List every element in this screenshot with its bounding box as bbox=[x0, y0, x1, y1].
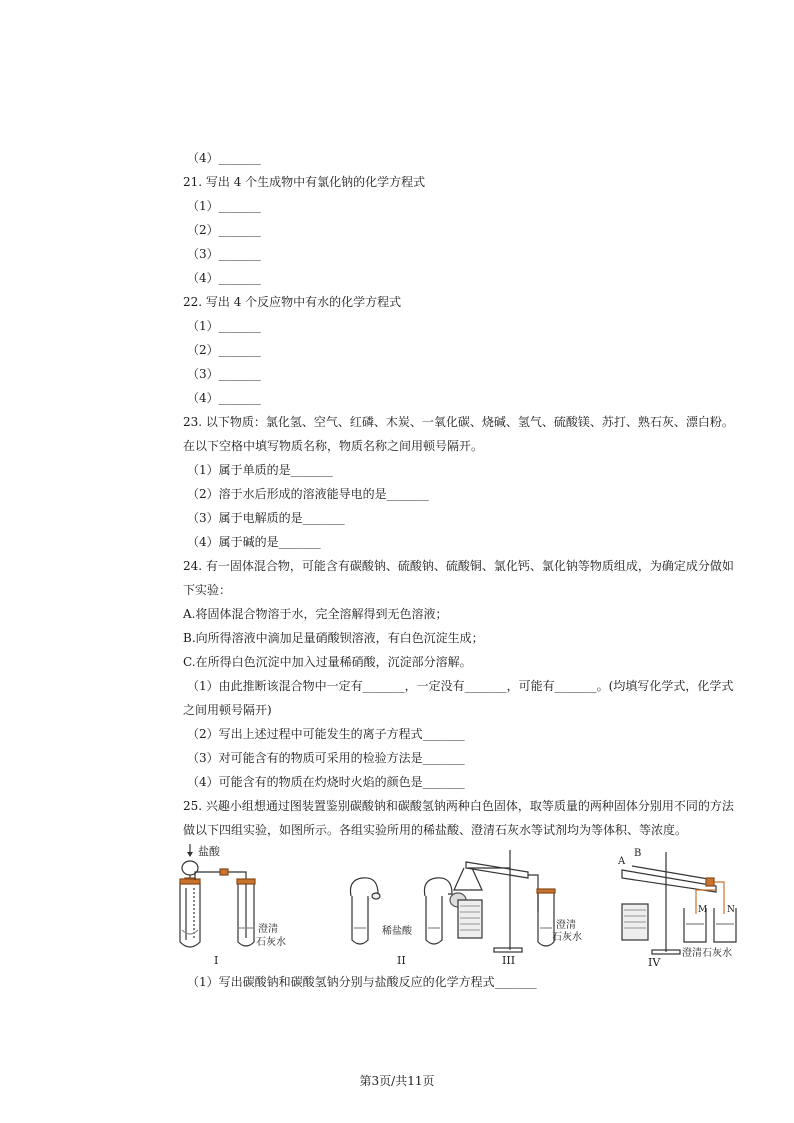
line-q24: 24. 有一固体混合物，可能含有碳酸钠、硫酸钠、硫酸铜、氯化钙、氯化钠等物质组成，为确定成分做如 bbox=[183, 559, 734, 573]
label-limewater-1: 澄清 bbox=[258, 924, 278, 935]
label-dilute-hcl: 稀盐酸 bbox=[382, 926, 412, 937]
line-q24-2: （2）写出上述过程中可能发生的离子方程式_______ bbox=[187, 727, 465, 741]
line-q20-4: （4）_______ bbox=[187, 151, 261, 165]
line-q23-4: （4）属于碱的是_______ bbox=[187, 535, 321, 549]
line-q21-2: （2）_______ bbox=[187, 223, 261, 237]
setup-2 bbox=[350, 878, 466, 967]
line-q23-2: （2）溶于水后形成的溶液能导电的是_______ bbox=[187, 487, 429, 501]
line-q21: 21. 写出 4 个生成物中有氯化钠的化学方程式 bbox=[183, 175, 426, 189]
line-q24-B: B.向所得溶液中滴加足量硝酸钡溶液，有白色沉淀生成； bbox=[183, 631, 484, 645]
line-q24-A: A.将固体混合物溶于水，完全溶解得到无色溶液； bbox=[183, 607, 448, 621]
line-q24-C: C.在所得白色沉淀中加入过量稀硝酸，沉淀部分溶解。 bbox=[183, 655, 472, 669]
line-q25: 25. 兴趣小组想通过图装置鉴别碳酸钠和碳酸氢钠两种白色固体，取等质量的两种固体分别用不同的方法 bbox=[183, 799, 734, 813]
line-q24-3: （3）对可能含有的物质可采用的检验方法是_______ bbox=[187, 751, 465, 765]
line-q22-4: （4）_______ bbox=[187, 391, 261, 405]
label-A: A bbox=[618, 856, 626, 867]
line-q22-1: （1）_______ bbox=[187, 319, 261, 333]
label-M: M bbox=[698, 905, 708, 915]
apparatus-figure bbox=[176, 842, 756, 970]
line-q22: 22. 写出 4 个反应物中有水的化学方程式 bbox=[183, 295, 402, 309]
line-q23-intro: 在以下空格中填写物质名称，物质名称之间用顿号隔开。 bbox=[183, 439, 484, 453]
line-q22-2: （2）_______ bbox=[187, 343, 261, 357]
roman-label-4: IV bbox=[648, 956, 661, 969]
line-q23: 23. 以下物质：氯化氢、空气、红磷、木炭、一氧化碳、烧碱、氢气、硫酸镁、苏打、熟石灰、漂白粉。 bbox=[183, 415, 734, 429]
setup-1 bbox=[180, 844, 286, 967]
label-hcl: 盐酸 bbox=[198, 845, 220, 858]
line-q24-cont: 下实验： bbox=[183, 583, 232, 597]
line-q25-1: （1）写出碳酸钠和碳酸氢钠分别与盐酸反应的化学方程式_______ bbox=[187, 975, 537, 989]
label-limewater-4: 石灰水 bbox=[552, 932, 582, 943]
line-q21-1: （1）_______ bbox=[187, 199, 261, 213]
label-limewater-2: 石灰水 bbox=[256, 937, 286, 948]
roman-label-2: II bbox=[397, 954, 406, 967]
line-q21-4: （4）_______ bbox=[187, 271, 261, 285]
page-footer: 第3页/共11页 bbox=[359, 1074, 435, 1088]
label-B: B bbox=[634, 848, 642, 859]
setup-3 bbox=[454, 850, 582, 967]
label-limewater-5: 澄清石灰水 bbox=[682, 948, 732, 959]
label-limewater-3: 澄清 bbox=[556, 920, 576, 931]
setup-4 bbox=[617, 848, 736, 969]
line-q25-cont: 做以下四组实验，如图所示。各组实验所用的稀盐酸、澄清石灰水等试剂均为等体积、等浓度。 bbox=[183, 823, 688, 837]
line-q21-3: （3）_______ bbox=[187, 247, 261, 261]
roman-label-1: I bbox=[214, 954, 219, 967]
line-q24-4: （4）可能含有的物质在灼烧时火焰的颜色是_______ bbox=[187, 775, 465, 789]
label-N: N bbox=[727, 905, 735, 915]
line-q22-3: （3）_______ bbox=[187, 367, 261, 381]
line-q23-1: （1）属于单质的是_______ bbox=[187, 463, 333, 477]
line-q23-3: （3）属于电解质的是_______ bbox=[187, 511, 345, 525]
roman-label-3: III bbox=[502, 954, 516, 967]
line-q24-1-cont: 之间用顿号隔开) bbox=[183, 703, 272, 717]
line-q24-1: （1）由此推断该混合物中一定有_______，一定没有_______，可能有_______。(均填写化学式，化学式 bbox=[187, 679, 734, 693]
